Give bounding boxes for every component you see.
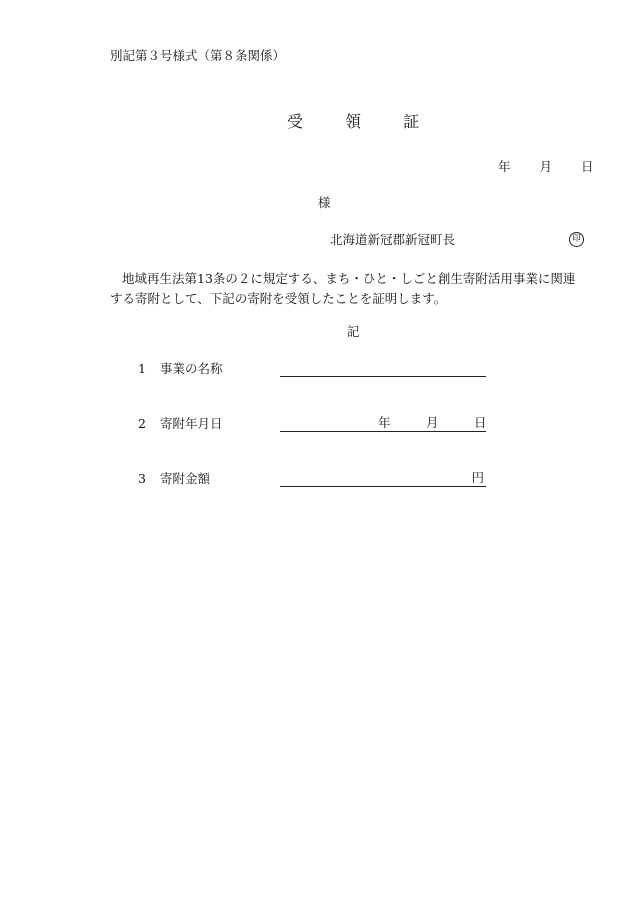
issue-date-day: 日 xyxy=(581,159,594,174)
item-1-number: 1 xyxy=(138,361,146,376)
issuer-name: 北海道新冠郡新冠町長 xyxy=(330,232,456,247)
seal-icon: 印 xyxy=(569,232,584,247)
project-name-field[interactable] xyxy=(280,360,486,377)
item-3-label: 寄附金額 xyxy=(160,471,211,486)
donation-amount-field[interactable] xyxy=(280,470,486,487)
item-2-label: 寄附年月日 xyxy=(160,416,223,431)
title-char-3: 証 xyxy=(403,112,420,131)
donation-day-unit: 日 xyxy=(474,415,487,430)
issue-date-month: 月 xyxy=(539,159,553,174)
document-title xyxy=(287,114,419,130)
item-2-number: 2 xyxy=(138,416,146,431)
ki-heading: 記 xyxy=(347,324,360,339)
donation-year-unit: 年 xyxy=(378,415,391,430)
title-char-1: 受 xyxy=(287,112,304,131)
title-char-2: 領 xyxy=(345,112,362,131)
issue-date xyxy=(498,161,594,174)
form-label: 別記第３号様式（第８条関係） xyxy=(110,48,286,63)
addressee-suffix: 様 xyxy=(318,195,331,210)
item-1-label: 事業の名称 xyxy=(160,361,223,376)
donation-month-unit: 月 xyxy=(426,415,439,430)
certification-text: 地域再生法第13条の２に規定する、まち・ひと・しごと創生寄附活用事業に関連する寄附として、下記の寄附を受領したことを証明します。 xyxy=(110,271,576,306)
item-3-number: 3 xyxy=(138,471,146,486)
issue-date-year: 年 xyxy=(498,159,511,174)
donation-date-units xyxy=(280,415,486,431)
yen-unit: 円 xyxy=(471,470,484,485)
